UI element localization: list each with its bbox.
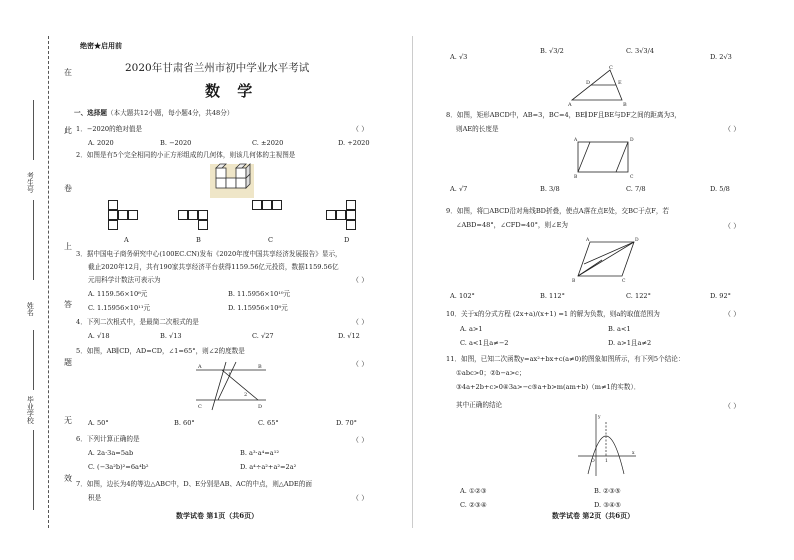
svg-text:1: 1 <box>228 372 232 378</box>
svg-text:D: D <box>635 238 639 243</box>
answer-bracket: （ ） <box>352 318 369 326</box>
margin-char: 在 <box>64 68 72 77</box>
q10-option-b: B. a<1 <box>608 325 631 333</box>
q3-option-b: B. 11.5956×10¹⁰元 <box>228 290 291 298</box>
q11-option-a: A. ①②③ <box>460 487 487 495</box>
q2-label-b: B <box>196 236 201 244</box>
q8-stem-line2: 则AE的长度是 <box>456 125 499 133</box>
q11-stem-line1: 11．如图，已知二次函数y=ax²+bx+c(a≠0)的图象如图所示，有下列5个结论： <box>446 355 685 363</box>
q7-option-d: D. 2√3 <box>710 53 732 61</box>
q9-option-a: A. 102° <box>450 292 475 300</box>
svg-text:D: D <box>586 80 591 86</box>
margin-char: 上 <box>64 242 72 251</box>
q10-option-c: C. a<1且a≠−2 <box>460 339 509 347</box>
fill-line <box>33 100 34 160</box>
svg-text:C: C <box>198 404 202 410</box>
q8-option-d: D. 5/8 <box>710 185 730 193</box>
page-divider <box>412 36 413 528</box>
svg-text:2: 2 <box>244 392 248 398</box>
label-name: 姓名 <box>26 302 35 316</box>
label-school: 毕业学校 <box>26 396 35 424</box>
q2-label-d: D <box>344 236 350 244</box>
svg-text:E: E <box>618 80 622 86</box>
margin-char: 此 <box>64 126 72 135</box>
q7-option-a: A. √3 <box>450 53 468 61</box>
q9-option-b: B. 112° <box>540 292 565 300</box>
label-exam-number: 考生号 <box>26 172 35 193</box>
q4-option-d: D. √12 <box>338 332 360 340</box>
svg-text:C: C <box>630 175 634 180</box>
q3-option-a: A. 1159.56×10⁸元 <box>88 290 148 298</box>
q3-stem-line1: 3．据中国电子商务研究中心(100EC.CN)发布《2020年度中国共享经济发展报告》显示， <box>76 250 342 258</box>
svg-text:x: x <box>632 451 635 456</box>
q2-solid-figure <box>210 164 254 198</box>
subject-title: 数 学 <box>205 82 259 100</box>
answer-bracket: （ ） <box>352 494 369 502</box>
svg-text:B: B <box>258 364 262 370</box>
answer-bracket: （ ） <box>352 125 369 133</box>
q8-option-b: B. 3/8 <box>540 185 560 193</box>
q11-parabola-graph <box>578 412 636 476</box>
q5-option-a: A. 50° <box>88 419 109 427</box>
q1-option-a: A. 2020 <box>88 139 114 147</box>
svg-text:C: C <box>609 65 613 71</box>
q6-option-c: C. (−3a²b)²=6a⁴b² <box>88 463 149 471</box>
q3-stem-line3: 元用科学计数法可表示为 <box>88 276 161 284</box>
q9-parallelogram-figure <box>572 236 642 284</box>
q9-stem-line1: 9．如图，将□ABCD沿对角线BD折叠，使点A落在点E处，交BC于点F，若 <box>446 207 670 215</box>
q7-stem-line2: 积是 <box>88 494 102 502</box>
q11-stem-line2: ①abc>0；②b−a>c； <box>456 369 526 377</box>
q8-option-c: C. 7/8 <box>626 185 646 193</box>
margin-char: 题 <box>64 358 72 367</box>
q4-option-a: A. √18 <box>88 332 110 340</box>
q5-option-d: D. 70° <box>336 419 357 427</box>
svg-text:C: C <box>622 279 626 284</box>
fill-line <box>33 200 34 280</box>
svg-text:A: A <box>568 102 572 108</box>
margin-char: 无 <box>64 416 72 425</box>
q11-option-d: D. ③④⑤ <box>594 501 621 509</box>
q6-stem: 6．下列计算正确的是 <box>76 435 140 443</box>
q9-option-c: C. 122° <box>626 292 651 300</box>
q9-option-d: D. 92° <box>710 292 731 300</box>
q2-label-a: A <box>124 236 129 244</box>
q7-option-b: B. √3/2 <box>540 47 564 55</box>
margin-char: 效 <box>64 474 72 483</box>
answer-bracket: （ ） <box>352 360 369 368</box>
svg-text:A: A <box>586 238 590 243</box>
q5-option-b: B. 60° <box>174 419 195 427</box>
q11-stem-line4: 其中正确的结论 <box>456 401 503 409</box>
q11-option-b: B. ②③⑤ <box>594 487 621 495</box>
q8-option-a: A. √7 <box>450 185 468 193</box>
q6-option-d: D. a⁴÷a²+a²=2a² <box>240 463 297 471</box>
footer-right: 数学试卷 第2页（共6页） <box>552 511 635 520</box>
svg-text:D: D <box>630 138 634 143</box>
footer-left: 数学试卷 第1页（共6页） <box>176 511 259 520</box>
q1-stem: 1．−2020的绝对值是 <box>76 125 143 133</box>
q1-option-b: B. −2020 <box>160 139 192 147</box>
q3-stem-line2: 截止2020年12月，共有190家共享经济平台获得1159.56亿元投资，数据1159.56亿 <box>88 263 339 271</box>
q5-parallel-lines-figure <box>196 362 266 412</box>
answer-bracket: （ ） <box>352 276 369 284</box>
svg-text:B: B <box>574 175 578 180</box>
answer-bracket: （ ） <box>352 436 369 444</box>
q8-stem-line1: 8．如图，矩形ABCD中，AB=3，BC=4，BE∥DF且BE与DF之间的距离为3， <box>446 111 681 119</box>
q11-option-c: C. ②③④ <box>460 501 487 509</box>
secret-label: 绝密★启用前 <box>80 41 122 50</box>
q10-option-d: D. a>1且a≠2 <box>608 339 652 347</box>
q7-stem-line1: 7．如图，边长为4的等边△ABC中，D、E分别是AB、AC的中点，则△ADE的面 <box>76 480 312 488</box>
answer-bracket: （ ） <box>724 125 741 133</box>
q10-option-a: A. a>1 <box>460 325 483 333</box>
answer-bracket: （ ） <box>724 222 741 230</box>
fill-line <box>33 330 34 390</box>
exam-title: 2020年甘肃省兰州市初中学业水平考试 <box>125 62 310 74</box>
q5-stem: 5．如图，AB∥CD，AD=CD，∠1=65°，则∠2的度数是 <box>76 347 245 355</box>
q4-option-b: B. √13 <box>160 332 182 340</box>
fill-line <box>33 430 34 510</box>
svg-text:B: B <box>623 102 627 108</box>
q10-stem: 10．关于x的分式方程 (2x+a)/(x+1) =1 的解为负数，则a的取值范围为 <box>446 310 660 318</box>
q4-option-c: C. √27 <box>252 332 274 340</box>
q2-label-c: C <box>268 236 274 244</box>
answer-bracket: （ ） <box>724 402 741 410</box>
margin-char: 答 <box>64 300 72 309</box>
q3-option-c: C. 1.15956×10¹¹元 <box>88 304 151 312</box>
q8-rectangle-figure <box>574 138 634 178</box>
section-heading: 一、选择题（本大题共12小题，每小题4分，共48分） <box>74 109 234 117</box>
svg-text:D: D <box>258 404 263 410</box>
svg-text:B: B <box>572 279 576 284</box>
q1-option-c: C. ±2020 <box>252 139 284 147</box>
svg-text:A: A <box>198 364 202 370</box>
svg-text:y: y <box>598 415 601 420</box>
q11-stem-line3: ③4a+2b+c>0④3a>−c⑤a+b>m(am+b)（m≠1的实数）． <box>456 383 641 391</box>
margin-char: 卷 <box>64 184 72 193</box>
q6-option-a: A. 2a·3a=5ab <box>88 449 134 457</box>
svg-text:1: 1 <box>605 459 608 464</box>
q6-option-b: B. a³·a⁴=a¹² <box>240 449 280 457</box>
q3-option-d: D. 1.15956×10⁸元 <box>228 304 288 312</box>
q7-triangle-figure <box>568 66 634 106</box>
svg-text:A: A <box>574 138 578 143</box>
answer-bracket: （ ） <box>724 310 741 318</box>
svg-text:O: O <box>591 459 595 464</box>
q4-stem: 4．下列二次根式中，是最简二次根式的是 <box>76 318 199 326</box>
q7-option-c: C. 3√3/4 <box>626 47 655 55</box>
q9-stem-line2: ∠ABD=48°，∠CFD=40°，则∠E为 <box>456 221 568 229</box>
q5-option-c: C. 65° <box>258 419 279 427</box>
q2-stem: 2．如图是有5个完全相同的小正方形组成的几何体，则该几何体的主视图是 <box>76 151 296 159</box>
q1-option-d: D. +2020 <box>338 139 370 147</box>
binding-dashed-line <box>48 36 49 528</box>
